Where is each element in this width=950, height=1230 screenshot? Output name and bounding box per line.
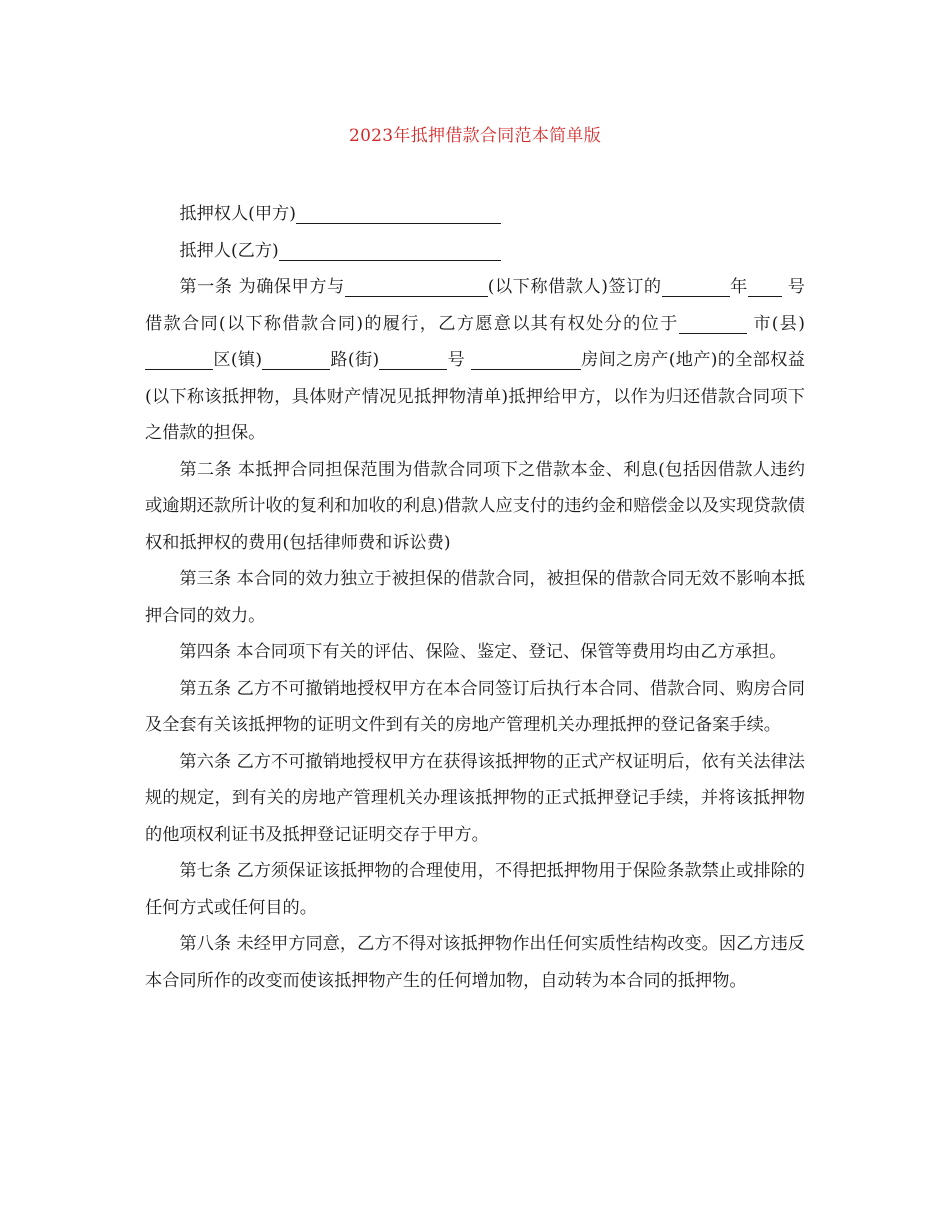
mortgagee-blank: [296, 203, 501, 224]
article-6: 第六条 乙方不可撤销地授权甲方在获得该抵押物的正式产权证明后，依有关法律法规的规定，到有关的房地产管理机关办理该抵押物的正式抵押登记手续，并将该抵押物的他项权利证书及抵押登记证明交存于甲方。: [145, 751, 805, 845]
borrower-blank: [345, 276, 488, 297]
city-blank: [679, 313, 747, 334]
mortgagee-line: [145, 196, 805, 233]
road-blank: [262, 349, 330, 370]
article-3: 第三条 本合同的效力独立于被担保的借款合同，被担保的借款合同无效不影响本抵押合同的效力。: [145, 569, 805, 626]
article-1-text-8: 号: [447, 350, 471, 370]
district-blank: [145, 349, 213, 370]
number-blank: [379, 349, 447, 370]
mortgagor-label: 抵押人(乙方): [179, 240, 279, 261]
mortgagee-label: 抵押权人(甲方): [179, 204, 296, 224]
sign-year-blank: [662, 276, 730, 297]
article-1-text-7: 路(街): [330, 350, 380, 370]
article-1-text-1: 第一条 为确保甲方与: [179, 277, 345, 297]
contract-number-blank: [748, 276, 782, 297]
article-1-text-6: 区(镇): [213, 350, 263, 370]
article-1-text-3: 年: [729, 277, 748, 297]
article-1-text-9: 房间之房产(地产)的全部权益(以下称该抵押物，具体财产情况见抵押物清单)抵押给甲方，以作为归还借款合同项下之借款的担保。: [145, 350, 805, 443]
mortgagor-blank: [279, 240, 501, 261]
article-8: 第八条 未经甲方同意，乙方不得对该抵押物作出任何实质性结构改变。因乙方违反本合同所作的改变而使该抵押物产生的任何增加物，自动转为本合同的抵押物。: [145, 934, 805, 991]
room-blank: [471, 349, 581, 370]
article-1-text-2: (以下称借款人)签订的: [487, 277, 662, 297]
contract-body: [145, 196, 805, 999]
article-7: 第七条 乙方须保证该抵押物的合理使用，不得把抵押物用于保险条款禁止或排除的任何方式或任何目的。: [145, 861, 805, 918]
article-1-text-5: 市(县): [746, 313, 805, 334]
article-2: 第二条 本抵押合同担保范围为借款合同项下之借款本金、利息(包括因借款人违约或逾期还款所计收的复利和加收的利息)借款人应支付的违约金和赔偿金以及实现贷款债权和抵押权的费用(包括律师费和诉讼费): [145, 459, 805, 553]
article-1-text-4: 号借款合同(以下称借款合同)的履行，乙方愿意以其有权处分的位于: [145, 277, 805, 334]
article-4: 第四条 本合同项下有关的评估、保险、鉴定、登记、保管等费用均由乙方承担。: [179, 642, 787, 662]
mortgagor-line: [145, 233, 805, 270]
document-title: 2023年抵押借款合同范本简单版: [348, 126, 602, 146]
article-5: 第五条 乙方不可撤销地授权甲方在本合同签订后执行本合同、借款合同、购房合同及全套有关该抵押物的证明文件到有关的房地产管理机关办理抵押的登记备案手续。: [145, 678, 805, 735]
article-1: [145, 269, 805, 452]
